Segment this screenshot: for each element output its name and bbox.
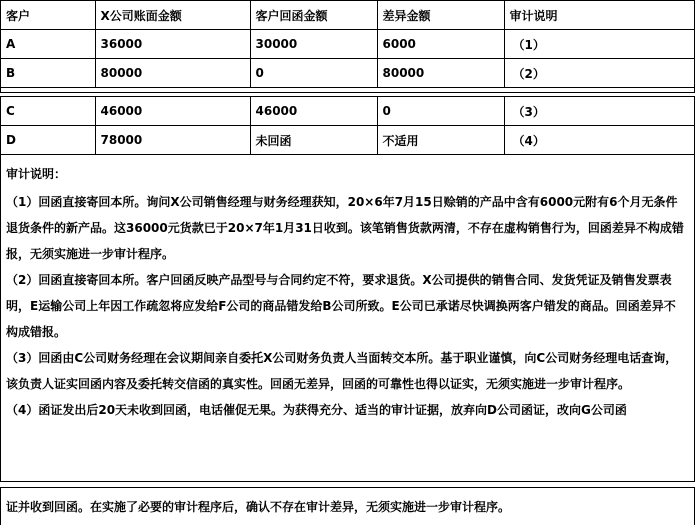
header-reply-amount: 客户回函金额: [250, 1, 377, 30]
note-ref-text: （2）: [512, 66, 545, 81]
cell-book-amount: 36000: [95, 30, 250, 59]
cell-customer: B: [1, 59, 95, 88]
audit-notes: [1, 155, 694, 423]
cell-book-amount: 80000: [95, 59, 250, 88]
cell-customer: D: [1, 126, 95, 155]
header-difference: 差异金额: [377, 1, 504, 30]
cell-note-ref: [504, 126, 694, 155]
header-book-amount: X公司账面金额: [95, 1, 250, 30]
table-page-1: [0, 0, 695, 93]
cell-note-ref: [504, 59, 694, 88]
table-header-row: [1, 1, 694, 30]
confirmation-table-part-2: [1, 97, 694, 155]
table-page-2: [0, 96, 695, 482]
cell-book-amount: 46000: [95, 97, 250, 126]
cell-reply-amount: 46000: [250, 97, 377, 126]
table-row: [1, 59, 694, 88]
cell-reply-amount: 30000: [250, 30, 377, 59]
cell-difference: 0: [377, 97, 504, 126]
notes-heading: 审计说明：: [6, 167, 67, 181]
cell-difference: 6000: [377, 30, 504, 59]
cell-book-amount: 78000: [95, 126, 250, 155]
cell-note-ref: [504, 30, 694, 59]
note-ref-text: （3）: [512, 104, 545, 119]
cell-customer: C: [1, 97, 95, 126]
note-paragraph-1: （1）回函直接寄回本所。询问X公司销售经理与财务经理获知，20×6年7月15日赊销的产品中含有6000元附有6个月无条件退货条件的新产品。这36000元货款已于20×7年1月31日收到。该笔销售货款两清，不存在虚构销售行为，回函差异不构成错报，无须实施进一步审计程序。: [6, 195, 684, 261]
confirmation-table-part-1: [1, 0, 694, 88]
table-row: [1, 30, 694, 59]
note-paragraph-4: （4）函证发出后20天未收到回函，电话催促无果。为获得充分、适当的审计证据，放弃向D公司函证，改向G公司函: [6, 403, 627, 417]
cell-note-ref: [504, 97, 694, 126]
cell-difference: 80000: [377, 59, 504, 88]
cell-difference: 不适用: [377, 126, 504, 155]
note-paragraph-3: （3）回函由C公司财务经理在会议期间亲自委托X公司财务负责人当面转交本所。基于职业谨慎，向C公司财务经理电话查询，该负责人证实回函内容及委托转交信函的真实性。回函无差异，回函的可靠性也得以证实，无须实施进一步审计程序。: [6, 351, 678, 391]
cell-reply-amount: 未回函: [250, 126, 377, 155]
table-page-3: [0, 487, 695, 525]
table-row: [1, 126, 694, 155]
note-ref-text: （4）: [512, 133, 545, 148]
table-row: [1, 97, 694, 126]
note-ref-text: （1）: [512, 37, 545, 52]
cell-reply-amount: 0: [250, 59, 377, 88]
header-audit-note: 审计说明: [504, 1, 694, 30]
header-customer: 客户: [1, 1, 95, 30]
cell-customer: A: [1, 30, 95, 59]
note-paragraph-4-continued: 证并收到回函。在实施了必要的审计程序后，确认不存在审计差异，无须实施进一步审计程序。: [6, 500, 511, 514]
note-paragraph-2: （2）回函直接寄回本所。客户回函反映产品型号与合同约定不符，要求退货。X公司提供的销售合同、发货凭证及销售发票表明，E运输公司上年因工作疏忽将应发给F公司的商品错发给B公司所致。E公司已承诺尽快调换两客户错发的商品。回函差异不构成错报。: [6, 273, 676, 339]
